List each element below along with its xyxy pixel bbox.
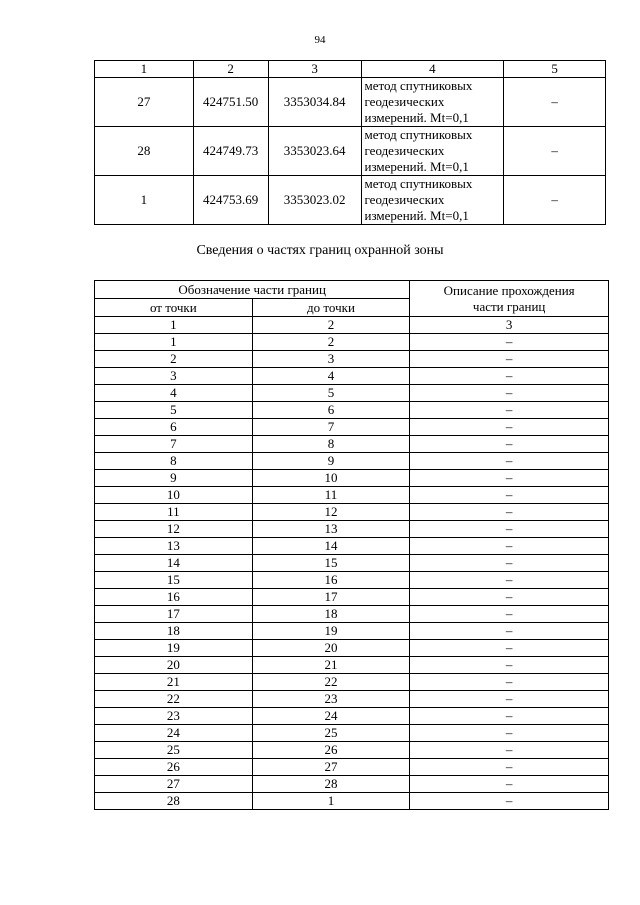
method-line: метод спутниковых [364, 78, 473, 93]
description-cell: – [410, 776, 609, 793]
coords-y: 3353023.02 [268, 176, 361, 225]
to-cell: 6 [252, 402, 410, 419]
boundary-parts-table [94, 280, 609, 810]
table-row [95, 623, 609, 640]
method-line: геодезических [364, 192, 445, 207]
coords-header-cell: 5 [504, 61, 606, 78]
coords-row [95, 127, 606, 176]
coords-point: 27 [95, 78, 194, 127]
number-cell: 1 [95, 317, 253, 334]
coords-note: – [504, 78, 606, 127]
to-cell: 27 [252, 759, 410, 776]
from-cell: 14 [95, 555, 253, 572]
number-cell: 2 [252, 317, 410, 334]
table-row [95, 742, 609, 759]
to-cell: 13 [252, 521, 410, 538]
from-cell: 17 [95, 606, 253, 623]
from-cell: 4 [95, 385, 253, 402]
table-row [95, 708, 609, 725]
description-cell: – [410, 623, 609, 640]
description-cell: – [410, 708, 609, 725]
to-cell: 15 [252, 555, 410, 572]
to-cell: 7 [252, 419, 410, 436]
coords-x: 424753.69 [193, 176, 268, 225]
to-cell: 2 [252, 334, 410, 351]
table-row [95, 725, 609, 742]
from-cell: 8 [95, 453, 253, 470]
from-cell: 19 [95, 640, 253, 657]
coords-method [361, 78, 504, 127]
coordinates-table [94, 60, 606, 225]
to-cell: 17 [252, 589, 410, 606]
from-cell: 16 [95, 589, 253, 606]
section-title: Сведения о частях границ охранной зоны [196, 243, 444, 258]
description-cell: – [410, 657, 609, 674]
from-cell: 18 [95, 623, 253, 640]
description-cell: – [410, 453, 609, 470]
description-cell: – [410, 521, 609, 538]
coords-header-row [95, 61, 606, 78]
description-cell: – [410, 538, 609, 555]
from-cell: 6 [95, 419, 253, 436]
coords-x: 424749.73 [193, 127, 268, 176]
coords-x: 424751.50 [193, 78, 268, 127]
table-row [95, 453, 609, 470]
table-row [95, 776, 609, 793]
to-cell: 28 [252, 776, 410, 793]
from-cell: 2 [95, 351, 253, 368]
from-cell: 28 [95, 793, 253, 810]
header-group: Обозначение части границ [95, 281, 410, 299]
from-cell: 5 [95, 402, 253, 419]
description-cell: – [410, 487, 609, 504]
to-cell: 24 [252, 708, 410, 725]
to-cell: 5 [252, 385, 410, 402]
to-cell: 21 [252, 657, 410, 674]
table-row [95, 538, 609, 555]
description-cell: – [410, 555, 609, 572]
from-cell: 23 [95, 708, 253, 725]
from-cell: 20 [95, 657, 253, 674]
table-row [95, 606, 609, 623]
table-row [95, 436, 609, 453]
number-row [95, 317, 609, 334]
to-cell: 10 [252, 470, 410, 487]
from-cell: 26 [95, 759, 253, 776]
from-cell: 3 [95, 368, 253, 385]
table-row [95, 351, 609, 368]
to-cell: 14 [252, 538, 410, 555]
table-row [95, 385, 609, 402]
coords-point: 28 [95, 127, 194, 176]
coords-y: 3353023.64 [268, 127, 361, 176]
description-cell: – [410, 742, 609, 759]
to-cell: 18 [252, 606, 410, 623]
description-cell: – [410, 589, 609, 606]
to-cell: 23 [252, 691, 410, 708]
coords-method [361, 176, 504, 225]
description-cell: – [410, 725, 609, 742]
coords-header-cell: 3 [268, 61, 361, 78]
to-cell: 19 [252, 623, 410, 640]
from-cell: 13 [95, 538, 253, 555]
table-row [95, 419, 609, 436]
description-cell: – [410, 606, 609, 623]
description-cell: – [410, 402, 609, 419]
from-cell: 25 [95, 742, 253, 759]
description-cell: – [410, 351, 609, 368]
to-cell: 12 [252, 504, 410, 521]
table-row [95, 793, 609, 810]
from-cell: 21 [95, 674, 253, 691]
table-row [95, 589, 609, 606]
coords-header-cell: 1 [95, 61, 194, 78]
from-cell: 7 [95, 436, 253, 453]
to-cell: 26 [252, 742, 410, 759]
description-cell: – [410, 470, 609, 487]
from-cell: 27 [95, 776, 253, 793]
description-cell: – [410, 385, 609, 402]
coords-row [95, 176, 606, 225]
to-cell: 25 [252, 725, 410, 742]
from-cell: 15 [95, 572, 253, 589]
table-row [95, 759, 609, 776]
from-cell: 11 [95, 504, 253, 521]
method-line: геодезических [364, 94, 445, 109]
table-row [95, 334, 609, 351]
from-cell: 10 [95, 487, 253, 504]
to-cell: 3 [252, 351, 410, 368]
to-cell: 8 [252, 436, 410, 453]
method-line: измерений. Mt=0,1 [364, 110, 469, 125]
coords-method [361, 127, 504, 176]
from-cell: 12 [95, 521, 253, 538]
table-row [95, 572, 609, 589]
method-line: метод спутниковых [364, 176, 473, 191]
table-row [95, 504, 609, 521]
table-row [95, 487, 609, 504]
description-cell: – [410, 793, 609, 810]
description-cell: – [410, 572, 609, 589]
header-description-line: части границ [472, 298, 546, 314]
coords-header-cell: 4 [361, 61, 504, 78]
method-line: геодезических [364, 143, 445, 158]
description-cell: – [410, 691, 609, 708]
to-cell: 20 [252, 640, 410, 657]
description-cell: – [410, 368, 609, 385]
table-row [95, 521, 609, 538]
coords-y: 3353034.84 [268, 78, 361, 127]
header-description-line: Описание прохождения [443, 282, 575, 298]
table-row [95, 657, 609, 674]
header-row [95, 281, 609, 299]
method-line: измерений. Mt=0,1 [364, 159, 469, 174]
to-cell: 1 [252, 793, 410, 810]
to-cell: 11 [252, 487, 410, 504]
description-cell: – [410, 640, 609, 657]
description-cell: – [410, 436, 609, 453]
to-cell: 16 [252, 572, 410, 589]
page-number: 94 [314, 34, 326, 46]
description-cell: – [410, 419, 609, 436]
from-cell: 22 [95, 691, 253, 708]
description-cell: – [410, 504, 609, 521]
from-cell: 1 [95, 334, 253, 351]
table-row [95, 555, 609, 572]
method-line: измерений. Mt=0,1 [364, 208, 469, 223]
coords-note: – [504, 176, 606, 225]
coords-row [95, 78, 606, 127]
from-cell: 24 [95, 725, 253, 742]
header-from: от точки [95, 299, 253, 317]
table-row [95, 691, 609, 708]
coords-point: 1 [95, 176, 194, 225]
coords-header-cell: 2 [193, 61, 268, 78]
table-row [95, 674, 609, 691]
number-cell: 3 [410, 317, 609, 334]
table-row [95, 368, 609, 385]
to-cell: 4 [252, 368, 410, 385]
coords-note: – [504, 127, 606, 176]
table-row [95, 640, 609, 657]
header-to: до точки [252, 299, 410, 317]
to-cell: 22 [252, 674, 410, 691]
description-cell: – [410, 334, 609, 351]
method-line: метод спутниковых [364, 127, 473, 142]
header-description [410, 281, 609, 317]
table-row [95, 402, 609, 419]
description-cell: – [410, 759, 609, 776]
table-row [95, 470, 609, 487]
description-cell: – [410, 674, 609, 691]
from-cell: 9 [95, 470, 253, 487]
to-cell: 9 [252, 453, 410, 470]
